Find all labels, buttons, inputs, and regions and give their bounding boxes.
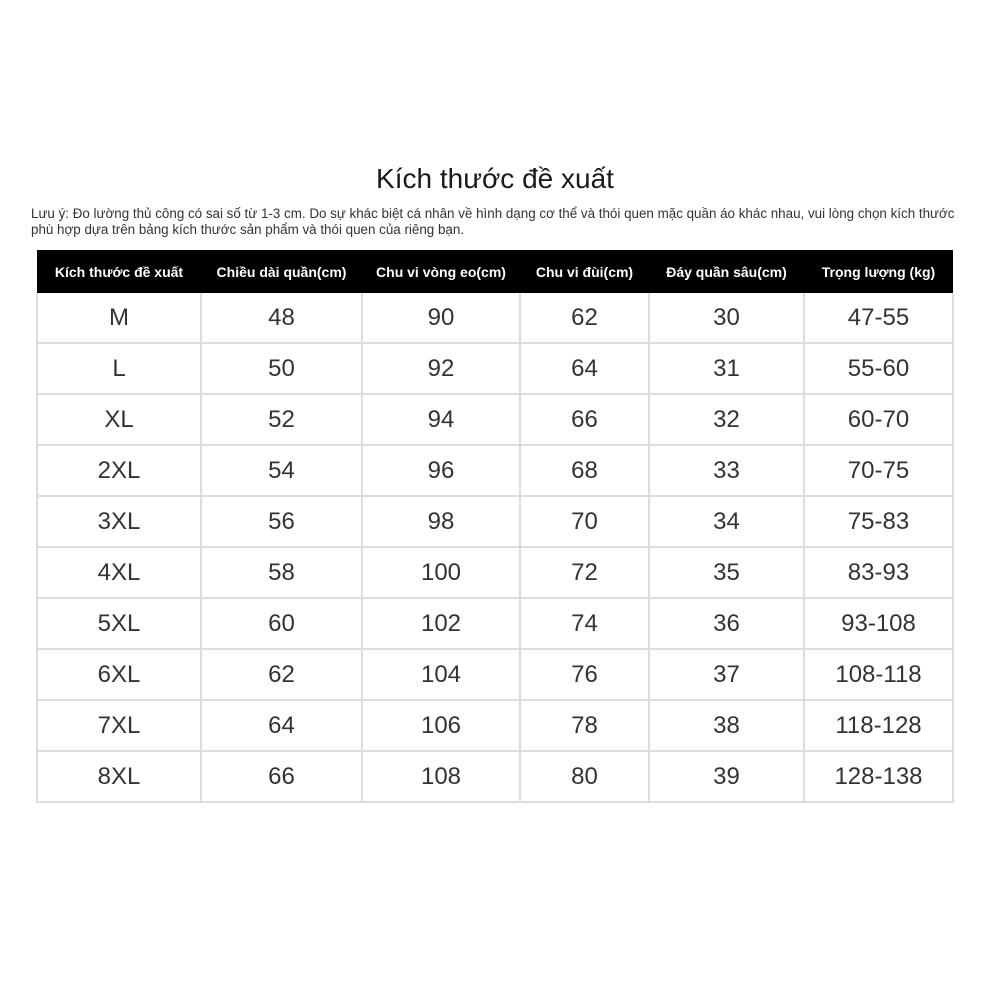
cell-weight: 93-108 bbox=[804, 598, 953, 649]
cell-size: 7XL bbox=[37, 700, 201, 751]
cell-weight: 75-83 bbox=[804, 496, 953, 547]
cell-weight: 83-93 bbox=[804, 547, 953, 598]
cell-waist: 98 bbox=[362, 496, 520, 547]
cell-size: 5XL bbox=[37, 598, 201, 649]
cell-thigh: 78 bbox=[520, 700, 649, 751]
table-row bbox=[37, 547, 953, 598]
cell-waist: 108 bbox=[362, 751, 520, 802]
cell-waist: 102 bbox=[362, 598, 520, 649]
cell-size: 3XL bbox=[37, 496, 201, 547]
cell-weight: 108-118 bbox=[804, 649, 953, 700]
table-row bbox=[37, 445, 953, 496]
cell-size: 8XL bbox=[37, 751, 201, 802]
table-row bbox=[37, 343, 953, 394]
header-waist: Chu vi vòng eo(cm) bbox=[362, 250, 520, 293]
cell-thigh: 80 bbox=[520, 751, 649, 802]
page-title: Kích thước đề xuất bbox=[376, 163, 614, 194]
cell-pants-length: 56 bbox=[201, 496, 362, 547]
cell-rise: 38 bbox=[649, 700, 804, 751]
cell-pants-length: 48 bbox=[201, 293, 362, 343]
cell-pants-length: 60 bbox=[201, 598, 362, 649]
cell-thigh: 70 bbox=[520, 496, 649, 547]
cell-pants-length: 54 bbox=[201, 445, 362, 496]
cell-weight: 70-75 bbox=[804, 445, 953, 496]
cell-pants-length: 62 bbox=[201, 649, 362, 700]
cell-size: 6XL bbox=[37, 649, 201, 700]
header-weight: Trọng lượng (kg) bbox=[804, 250, 953, 293]
cell-weight: 55-60 bbox=[804, 343, 953, 394]
cell-pants-length: 66 bbox=[201, 751, 362, 802]
cell-size: 4XL bbox=[37, 547, 201, 598]
table-row bbox=[37, 598, 953, 649]
size-chart-table bbox=[36, 250, 954, 803]
cell-waist: 104 bbox=[362, 649, 520, 700]
table-row bbox=[37, 293, 953, 343]
cell-thigh: 74 bbox=[520, 598, 649, 649]
cell-weight: 118-128 bbox=[804, 700, 953, 751]
cell-weight: 47-55 bbox=[804, 293, 953, 343]
cell-rise: 35 bbox=[649, 547, 804, 598]
header-thigh: Chu vi đùi(cm) bbox=[520, 250, 649, 293]
cell-size: 2XL bbox=[37, 445, 201, 496]
table-row bbox=[37, 751, 953, 802]
header-size: Kích thước đề xuất bbox=[37, 250, 201, 293]
cell-thigh: 72 bbox=[520, 547, 649, 598]
cell-rise: 37 bbox=[649, 649, 804, 700]
cell-thigh: 64 bbox=[520, 343, 649, 394]
cell-thigh: 68 bbox=[520, 445, 649, 496]
cell-thigh: 66 bbox=[520, 394, 649, 445]
table-row bbox=[37, 649, 953, 700]
cell-waist: 92 bbox=[362, 343, 520, 394]
cell-size: XL bbox=[37, 394, 201, 445]
cell-rise: 34 bbox=[649, 496, 804, 547]
table-row bbox=[37, 394, 953, 445]
cell-weight: 128-138 bbox=[804, 751, 953, 802]
cell-size: L bbox=[37, 343, 201, 394]
measurement-note: Lưu ý: Đo lường thủ công có sai số từ 1-3 cm. Do sự khác biệt cá nhân về hình dạng cơ thể và thói quen mặc quần áo khác nhau, vui lòng chọn kích thước phù hợp dựa trên bảng kích thước sản phẩm và thói quen của riêng bạn. bbox=[31, 206, 955, 237]
cell-rise: 36 bbox=[649, 598, 804, 649]
cell-rise: 30 bbox=[649, 293, 804, 343]
cell-waist: 90 bbox=[362, 293, 520, 343]
table-row bbox=[37, 700, 953, 751]
cell-waist: 100 bbox=[362, 547, 520, 598]
cell-pants-length: 58 bbox=[201, 547, 362, 598]
header-rise: Đáy quần sâu(cm) bbox=[649, 250, 804, 293]
cell-rise: 32 bbox=[649, 394, 804, 445]
cell-weight: 60-70 bbox=[804, 394, 953, 445]
cell-waist: 94 bbox=[362, 394, 520, 445]
cell-rise: 33 bbox=[649, 445, 804, 496]
cell-pants-length: 64 bbox=[201, 700, 362, 751]
cell-size: M bbox=[37, 293, 201, 343]
table-row bbox=[37, 496, 953, 547]
table-header-row bbox=[37, 250, 953, 293]
cell-pants-length: 50 bbox=[201, 343, 362, 394]
cell-pants-length: 52 bbox=[201, 394, 362, 445]
cell-rise: 39 bbox=[649, 751, 804, 802]
cell-waist: 96 bbox=[362, 445, 520, 496]
cell-waist: 106 bbox=[362, 700, 520, 751]
cell-rise: 31 bbox=[649, 343, 804, 394]
cell-thigh: 76 bbox=[520, 649, 649, 700]
cell-thigh: 62 bbox=[520, 293, 649, 343]
header-pants-length: Chiều dài quần(cm) bbox=[201, 250, 362, 293]
